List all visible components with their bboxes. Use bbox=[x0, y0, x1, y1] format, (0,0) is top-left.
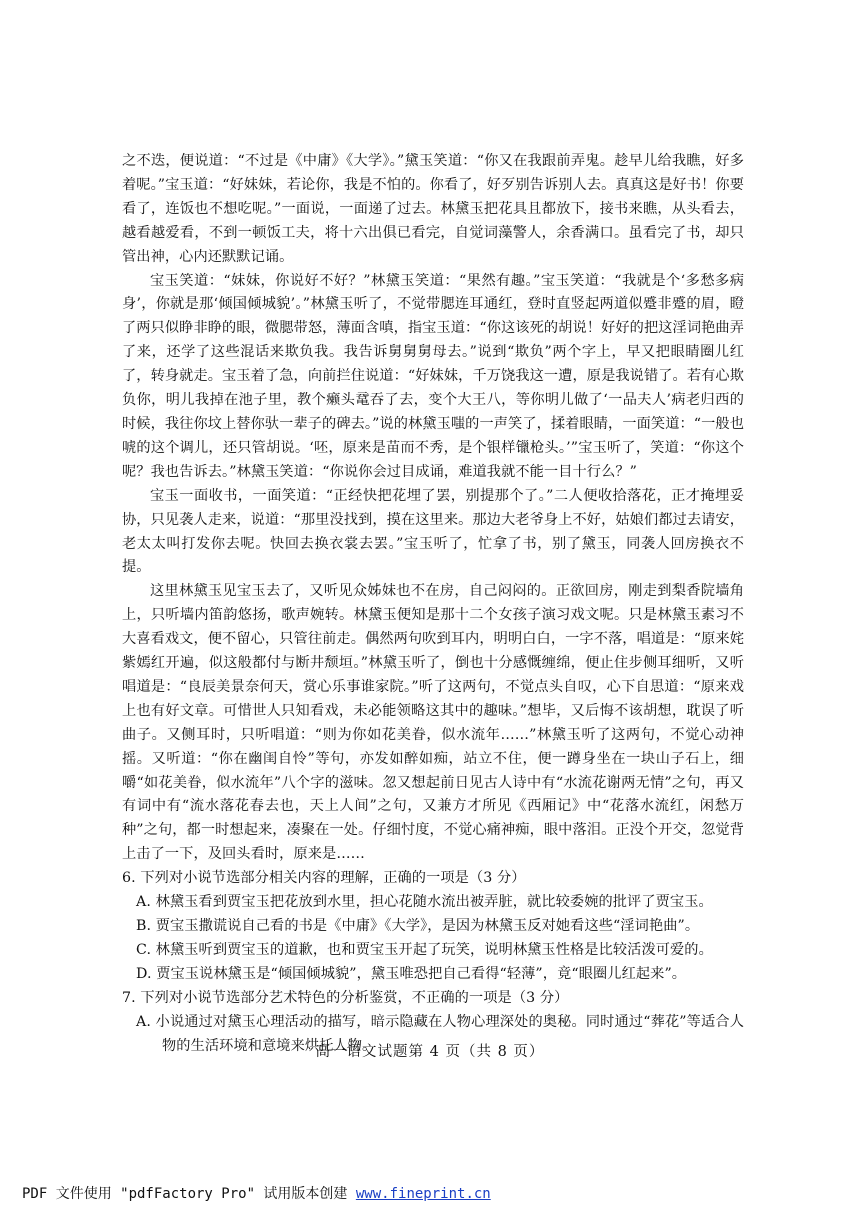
watermark-link[interactable]: www.fineprint.cn bbox=[355, 1186, 491, 1202]
question-6-option-a: A. 林黛玉看到贾宝玉把花放到水里，担心花随水流出被弄脏，就比较委婉的批评了贾宝玉。 bbox=[136, 894, 713, 911]
passage-paragraph-3: 宝玉一面收书，一面笑道：“正经快把花埋了罢，别提那个了。”二人便收拾落花，正才掩埋妥协，只见袭人走来，说道：“那里没找到，摸在这里来。那边大老爷身上不好，姑娘们都过去请安，老太太叫打发你去呢。快回去换衣裳去罢。”宝玉听了，忙拿了书，别了黛玉，同袭人回房换衣不提。 bbox=[122, 487, 744, 576]
question-7-stem: 7. 下列对小说节选部分艺术特色的分析鉴赏，不正确的一项是（3 分） bbox=[122, 989, 569, 1006]
question-6-option-c: C. 林黛玉听到贾宝玉的道歉，也和贾宝玉开起了玩笑，说明林黛玉性格是比较活泼可爱的。 bbox=[136, 941, 713, 958]
page-number-footer: 高一语文试题第 4 页（共 8 页） bbox=[315, 1044, 545, 1060]
passage-paragraph-4: 这里林黛玉见宝玉去了，又听见众姊妹也不在房，自己闷闷的。正欲回房，刚走到梨香院墙角上，只听墙内笛韵悠扬，歌声婉转。林黛玉便知是那十二个女孩子演习戏文呢。只是林黛玉素习不大喜看戏文，便不留心，只管往前走。偶然两句吹到耳内，明明白白，一字不落，唱道是：“原来姹紫嫣红开遍，似这般都付与断井颓垣。”林黛玉听了，倒也十分感慨缠绵，便止住步侧耳细听，又听唱道是：“良辰美景奈何天，赏心乐事谁家院。”听了这两句，不觉点头自叹，心下自思道：“原来戏上也有好文章。可惜世人只知看戏，未必能领略这其中的趣味。”想毕，又后悔不该胡想，耽误了听曲子。又侧耳时，只听唱道：“则为你如花美眷，似水流年……”林黛玉听了这两句，不觉心动神摇。又听道：“你在幽闺自怜”等句，亦发如醉如痴，站立不住，便一蹲身坐在一块山子石上，细嚼“如花美眷，似水流年”八个字的滋味。忽又想起前日见古人诗中有“水流花谢两无情”之句，再又有词中有“流水落花春去也，天上人间”之句，又兼方才所见《西厢记》中“花落水流红，闲愁万种”之句，都一时想起来，凑聚在一处。仔细忖度，不觉心痛神痴，眼中落泪。正没个开交，忽觉背上击了一下，及回头看时，原来是…… bbox=[122, 583, 744, 863]
watermark-text: PDF 文件使用 "pdfFactory Pro" 试用版本创建 bbox=[22, 1186, 356, 1202]
pdf-trial-watermark bbox=[22, 1183, 491, 1203]
question-6-stem: 6. 下列对小说节选部分相关内容的理解，正确的一项是（3 分） bbox=[122, 870, 526, 887]
passage-paragraph-1: 之不迭，便说道：“不过是《中庸》《大学》。”黛玉笑道：“你又在我跟前弄鬼。趁早儿给我瞧，好多着呢。”宝玉道：“好妹妹，若论你，我是不怕的。你看了，好歹别告诉别人去。真真这是好书！你要看了，连饭也不想吃呢。”一面说，一面递了过去。林黛玉把花具且都放下，接书来瞧，从头看去，越看越爱看，不到一顿饭工夫，将十六出俱已看完，自觉词藻警人，余香满口。虽看完了书，却只管出神，心内还默默记诵。 bbox=[122, 153, 744, 265]
passage-paragraph-2: 宝玉笑道：“妹妹，你说好不好？”林黛玉笑道：“果然有趣。”宝玉笑道：“我就是个‘多愁多病身’，你就是那‘倾国倾城貌’。”林黛玉听了，不觉带腮连耳通红，登时直竖起两道似蹙非蹙的眉，瞪了两只似睁非睁的眼，微腮带怒，薄面含嗔，指宝玉道：“你这该死的胡说！好好的把这淫词艳曲弄了来，还学了这些混话来欺负我。我告诉舅舅舅母去。”说到“欺负”两个字上，早又把眼睛圈儿红了，转身就走。宝玉着了急，向前拦住说道：“好妹妹，千万饶我这一遭，原是我说错了。若有心欺负你，明儿我掉在池子里，教个癞头鼋吞了去，变个大王八，等你明儿做了‘一品夫人’病老归西的时候，我往你坟上替你驮一辈子的碑去。”说的林黛玉嗤的一声笑了，揉着眼睛，一面笑道：“一般也唬的这个调儿，还只管胡说。‘呸，原来是苗而不秀，是个银样镴枪头。’”宝玉听了，笑道：“你这个呢？我也告诉去。”林黛玉笑道：“你说你会过目成诵，难道我就不能一目十行么？” bbox=[122, 272, 744, 480]
question-7-option-a: A. 小说通过对黛玉心理活动的描写，暗示隐藏在人物心理深处的奥秘。同时通过“葬花”等适合人物的生活环境和意境来烘托人物。 bbox=[136, 1013, 744, 1054]
question-6-option-d: D. 贾宝玉说林黛玉是“倾国倾城貌”，黛玉唯恐把自己看得“轻薄”，竟“眼圈儿红起来”。 bbox=[136, 965, 687, 982]
question-6-option-b: B. 贾宝玉撒谎说自己看的书是《中庸》《大学》，是因为林黛玉反对她看这些“淫词艳曲”。 bbox=[136, 918, 700, 934]
page-content bbox=[122, 150, 744, 1058]
